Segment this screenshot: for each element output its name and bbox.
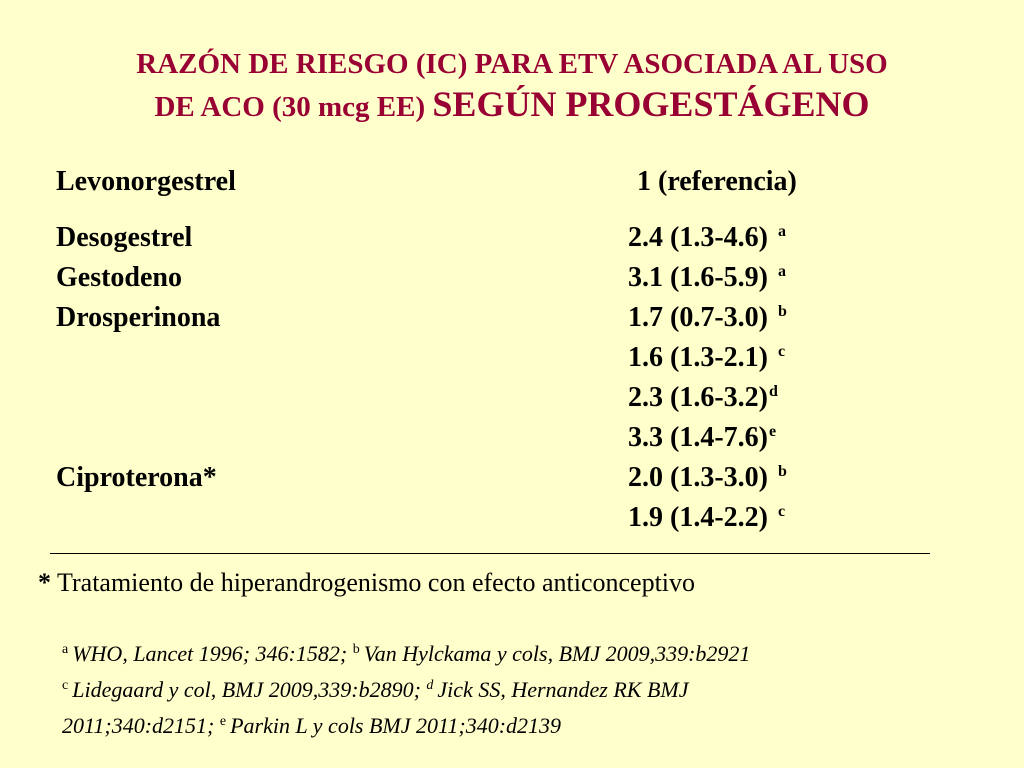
reference-marker: d bbox=[426, 677, 434, 693]
risk-value: 2.4 (1.3-4.6) $^a$ bbox=[628, 222, 786, 253]
risk-value: 1 (referencia) bbox=[637, 166, 797, 197]
reference-text: 2011;340:d2151; bbox=[62, 713, 220, 738]
title-line-2-large: SEGÚN PROGESTÁGENO bbox=[432, 84, 870, 124]
title-line-2 bbox=[0, 84, 1024, 127]
references-block bbox=[62, 636, 982, 744]
table-row-ciproterona bbox=[56, 458, 956, 498]
reference-marker: a bbox=[777, 223, 786, 241]
reference-marker: e bbox=[219, 713, 227, 729]
progestagen-name: Desogestrel bbox=[56, 222, 193, 253]
table-row-ciproterona-2 bbox=[56, 498, 956, 538]
reference-marker: d bbox=[768, 383, 778, 401]
slide-title bbox=[0, 44, 1024, 127]
risk-value: 2.0 (1.3-3.0) $^b$ bbox=[628, 462, 787, 493]
reference-text: Van Hylckama y cols, BMJ 2009,339:b2921 bbox=[363, 641, 751, 666]
table-row-drosperinona bbox=[56, 298, 956, 338]
table-row-drosperinona-3 bbox=[56, 378, 956, 418]
reference-marker: a bbox=[777, 263, 786, 281]
table-row-drosperinona-4 bbox=[56, 418, 956, 458]
reference-marker: c bbox=[777, 503, 786, 521]
asterisk-footnote bbox=[38, 564, 695, 602]
reference-line-3 bbox=[62, 708, 982, 744]
title-line-2-normal: DE ACO (30 mcg EE) bbox=[154, 91, 433, 123]
risk-value: 3.3 $(1.4-7.6)^e$ bbox=[628, 422, 777, 453]
progestagen-name: Drosperinona bbox=[56, 302, 221, 333]
reference-line-1 bbox=[62, 636, 982, 672]
reference-marker: b bbox=[777, 303, 787, 321]
reference-marker: e bbox=[768, 423, 777, 441]
risk-value: 3.1 (1.6-5.9) $^a$ bbox=[628, 262, 786, 293]
title-line-1: RAZÓN DE RIESGO (IC) PARA ETV ASOCIADA AL USO bbox=[136, 48, 888, 80]
reference-marker: c bbox=[62, 677, 69, 693]
table-row-drosperinona-2 bbox=[56, 338, 956, 378]
table-row-gestodeno bbox=[56, 258, 956, 298]
reference-marker: b bbox=[777, 463, 787, 481]
reference-text: Jick SS, Hernandez RK BMJ bbox=[437, 677, 689, 702]
risk-value: 1.6 (1.3-2.1) $^c$ bbox=[628, 342, 786, 373]
reference-marker: c bbox=[777, 343, 786, 361]
progestagen-name: Ciproterona* bbox=[56, 462, 217, 493]
progestagen-name: Gestodeno bbox=[56, 262, 182, 293]
risk-ratio-table bbox=[56, 162, 956, 538]
table-row-levonorgestrel bbox=[56, 162, 956, 202]
risk-value: 2.3 $(1.6-3.2)^d$ bbox=[628, 382, 778, 413]
asterisk-symbol: * bbox=[38, 568, 51, 597]
reference-line-2 bbox=[62, 672, 982, 708]
table-row-desogestrel bbox=[56, 218, 956, 258]
reference-text: WHO, Lancet 1996; 346:1582; bbox=[72, 641, 353, 666]
progestagen-name: Levonorgestrel bbox=[56, 166, 236, 197]
divider-line bbox=[50, 553, 930, 554]
reference-text: Parkin L y cols BMJ 2011;340:d2139 bbox=[230, 713, 562, 738]
risk-value: 1.7 (0.7-3.0) $^b$ bbox=[628, 302, 787, 333]
risk-value: 1.9 (1.4-2.2) $^c$ bbox=[628, 502, 786, 533]
footnote-text: Tratamiento de hiperandrogenismo con efecto anticonceptivo bbox=[51, 568, 696, 597]
reference-marker: b bbox=[352, 641, 360, 657]
reference-text: Lidegaard y col, BMJ 2009,339:b2890; bbox=[72, 677, 427, 702]
reference-marker: a bbox=[62, 641, 69, 657]
